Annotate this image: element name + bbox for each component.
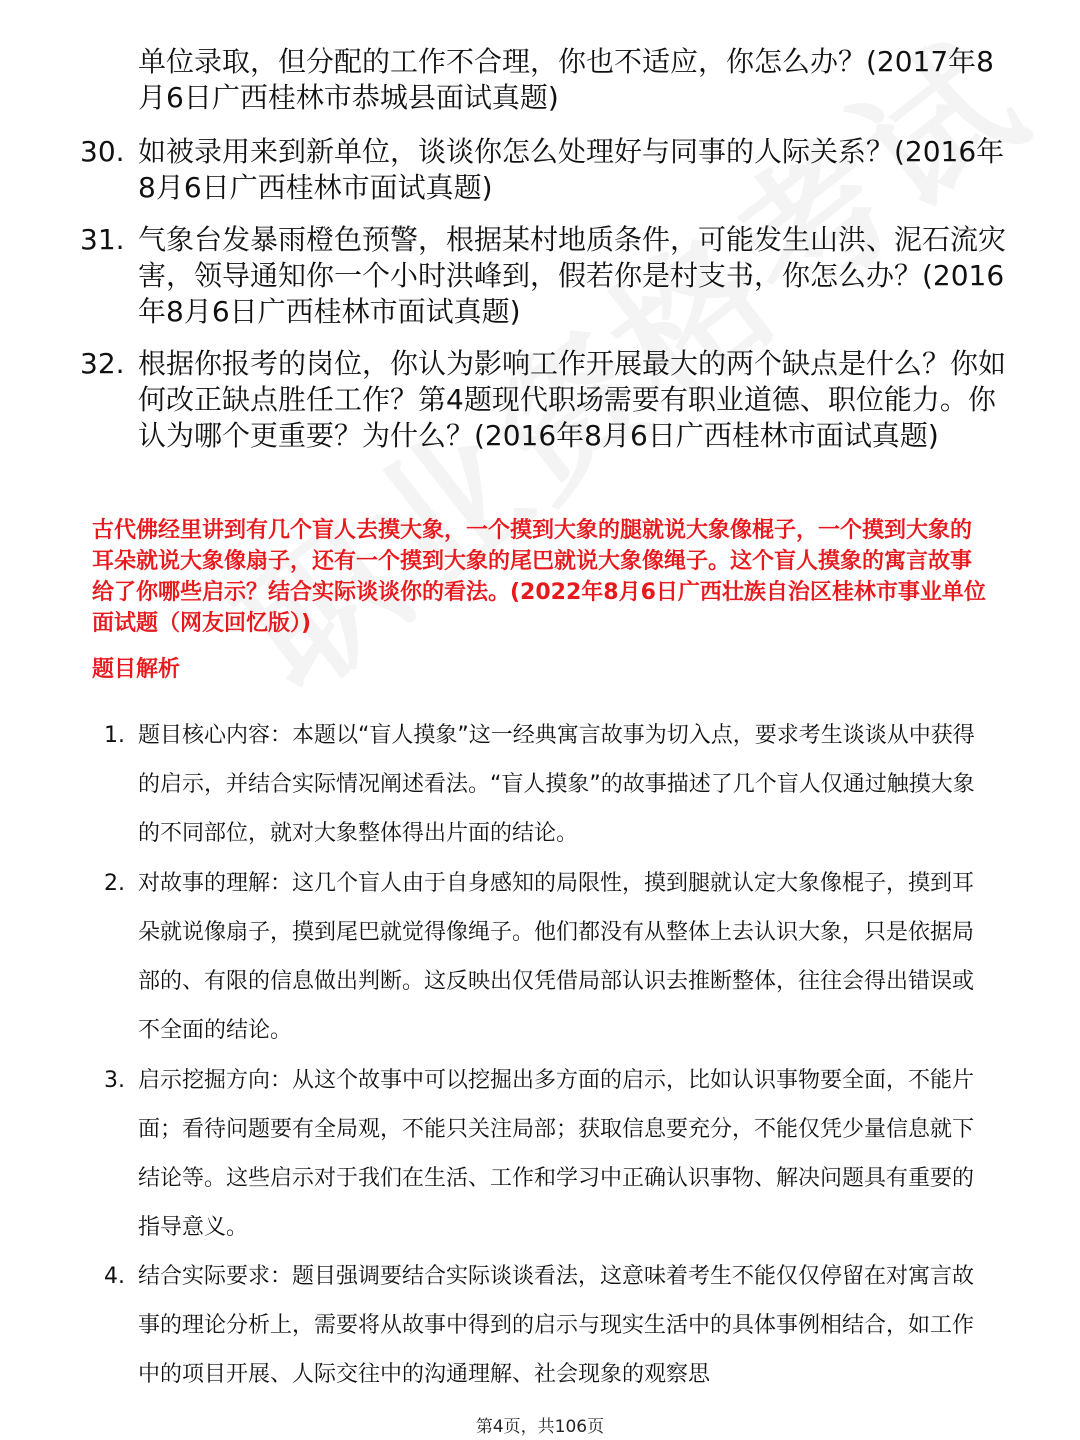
analysis-item-3	[104, 1056, 984, 1252]
analysis-number: 1.	[104, 723, 125, 748]
analysis-number: 4.	[104, 1264, 125, 1289]
analysis-text: 结合实际要求：题目强调要结合实际谈谈看法，这意味着考生不能仅仅停留在对寓言故事的理论分析上，需要将从故事中得到的启示与现实生活中的具体事例相结合，如工作中的项目开展、人际交往中的沟通理解、社会现象的观察思	[138, 1264, 975, 1387]
page-footer: 第4页，共106页	[475, 1417, 605, 1437]
analysis-text: 题目核心内容：本题以“盲人摸象”这一经典寓言故事为切入点，要求考生谈谈从中获得的启示，并结合实际情况阐述看法。“盲人摸象”的故事描述了几个盲人仅通过触摸大象的不同部位，就对大象整体得出片面的结论。	[138, 723, 975, 846]
question-item-32	[80, 346, 1010, 454]
question-text: 气象台发暴雨橙色预警，根据某村地质条件，可能发生山洪、泥石流灾害，领导通知你一个小时洪峰到，假若你是村支书，你怎么办？(2016年8月6日广西桂林市面试真题)	[138, 223, 1007, 328]
analysis-item-4	[104, 1252, 984, 1399]
question-number: 31.	[80, 223, 125, 256]
analysis-number: 3.	[104, 1068, 125, 1093]
question-text: 根据你报考的岗位，你认为影响工作开展最大的两个缺点是什么？你如何改正缺点胜任工作？第4题现代职场需要有职业道德、职位能力。你认为哪个更重要？为什么？(2016年8月6日广西桂林市面试真题)	[138, 347, 1007, 452]
analysis-item-2	[104, 859, 984, 1055]
analysis-number: 2.	[104, 871, 125, 896]
highlight-question: 古代佛经里讲到有几个盲人去摸大象，一个摸到大象的腿就说大象像棍子，一个摸到大象的耳朵就说大象像扇子，还有一个摸到大象的尾巴就说大象像绳子。这个盲人摸象的寓言故事给了你哪些启示？结合实际谈谈你的看法。(2022年8月6日广西壮族自治区桂林市事业单位面试题（网友回忆版）)	[92, 518, 986, 636]
question-item-30	[80, 134, 1010, 206]
question-continuation: 单位录取，但分配的工作不合理，你也不适应，你怎么办？(2017年8月6日广西桂林市恭城县面试真题)	[138, 45, 994, 114]
analysis-item-1	[104, 711, 984, 858]
question-number: 32.	[80, 347, 125, 380]
question-text: 如被录用来到新单位，谈谈你怎么处理好与同事的人际关系？(2016年8月6日广西桂林市面试真题)	[138, 135, 1005, 204]
analysis-text: 启示挖掘方向：从这个故事中可以挖掘出多方面的启示，比如认识事物要全面，不能片面；看待问题要有全局观，不能只关注局部；获取信息要充分，不能仅凭少量信息就下结论等。这些启示对于我们在生活、工作和学习中正确认识事物、解决问题具有重要的指导意义。	[138, 1068, 975, 1240]
analysis-text: 对故事的理解：这几个盲人由于自身感知的局限性，摸到腿就认定大象像棍子，摸到耳朵就说像扇子，摸到尾巴就觉得像绳子。他们都没有从整体上去认识大象，只是依据局部的、有限的信息做出判断。这反映出仅凭借局部认识去推断整体，往往会得出错误或不全面的结论。	[138, 871, 975, 1043]
analysis-title: 题目解析	[92, 657, 181, 682]
question-item-31	[80, 222, 1010, 330]
question-number: 30.	[80, 135, 125, 168]
